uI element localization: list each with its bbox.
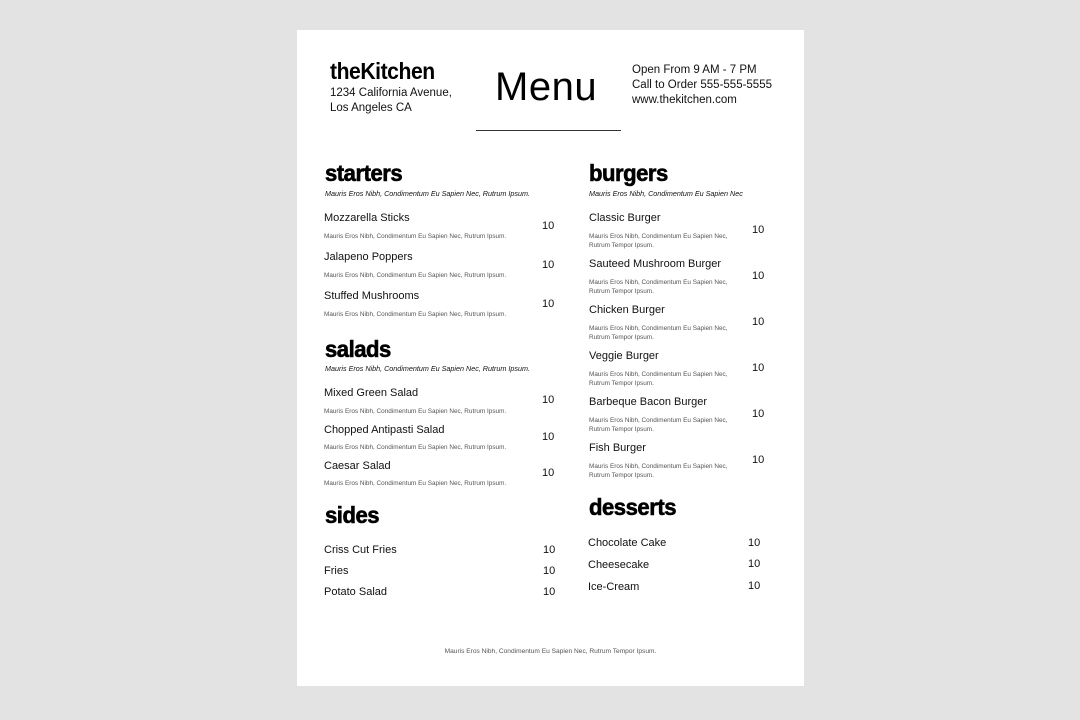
item-desc-line-1: Mauris Eros Nibh, Condimentum Eu Sapien Nec, [589, 463, 728, 470]
item-name-fries: Fries [324, 565, 349, 577]
item-desc-veggie-burger [589, 370, 728, 388]
item-desc-line-2: Rutrum Tempor Ipsum. [589, 426, 654, 433]
item-desc-line-2: Rutrum Tempor Ipsum. [589, 334, 654, 341]
item-name-stuffed-mushrooms: Stuffed Mushrooms [324, 290, 420, 302]
item-price-caesar-salad: 10 [542, 467, 555, 479]
item-price-ice-cream: 10 [748, 580, 761, 592]
section-title-salads: salads [325, 336, 391, 362]
item-price-veggie-burger: 10 [752, 362, 765, 374]
footer-note: Mauris Eros Nibh, Condimentum Eu Sapien Nec, Rutrum Tempor Ipsum. [444, 648, 657, 655]
item-desc-line-2: Rutrum Tempor Ipsum. [589, 288, 654, 295]
item-price-mozzarella-sticks: 10 [542, 220, 555, 232]
item-price-sauteed-mushroom-burger: 10 [752, 270, 765, 282]
address-line-2: Los Angeles CA [330, 102, 412, 114]
menu-page [297, 30, 804, 686]
item-name-sauteed-mushroom-burger: Sauteed Mushroom Burger [589, 258, 722, 270]
item-desc-line-1: Mauris Eros Nibh, Condimentum Eu Sapien Nec, [589, 325, 728, 332]
page-title: Menu [495, 65, 598, 109]
item-name-chicken-burger: Chicken Burger [589, 304, 665, 316]
item-name-classic-burger: Classic Burger [589, 212, 661, 224]
title-divider [476, 130, 621, 131]
item-price-chocolate-cake: 10 [748, 537, 761, 549]
item-name-mixed-green-salad: Mixed Green Salad [324, 387, 419, 399]
section-subtitle-burgers: Mauris Eros Nibh, Condimentum Eu Sapien Nec [589, 189, 743, 198]
item-name-chopped-antipasti-salad: Chopped Antipasti Salad [324, 424, 445, 436]
website-link[interactable]: www.thekitchen.com [632, 94, 737, 106]
item-desc-line-1: Mauris Eros Nibh, Condimentum Eu Sapien Nec, [589, 233, 728, 240]
item-name-fish-burger: Fish Burger [589, 442, 646, 454]
item-desc-line-1: Mauris Eros Nibh, Condimentum Eu Sapien Nec, [589, 371, 728, 378]
address-line-1: 1234 California Avenue, [330, 87, 452, 99]
item-desc-line-2: Rutrum Tempor Ipsum. [589, 472, 654, 479]
opening-hours: Open From 9 AM - 7 PM [632, 64, 757, 76]
item-price-jalapeno-poppers: 10 [542, 259, 555, 271]
item-desc-classic-burger [589, 232, 728, 250]
item-name-barbeque-bacon-burger: Barbeque Bacon Burger [589, 396, 708, 408]
item-price-criss-cut-fries: 10 [543, 544, 556, 556]
item-name-veggie-burger: Veggie Burger [589, 350, 659, 362]
section-title-desserts: desserts [589, 494, 676, 520]
item-name-cheesecake: Cheesecake [588, 559, 650, 571]
item-price-chicken-burger: 10 [752, 316, 765, 328]
item-price-chopped-antipasti-salad: 10 [542, 431, 555, 443]
item-price-mixed-green-salad: 10 [542, 394, 555, 406]
section-subtitle-starters: Mauris Eros Nibh, Condimentum Eu Sapien Nec, Rutrum Ipsum. [325, 189, 530, 198]
section-subtitle-salads: Mauris Eros Nibh, Condimentum Eu Sapien Nec, Rutrum Ipsum. [325, 364, 530, 373]
item-desc-chicken-burger [589, 324, 728, 342]
brand-name: theKitchen [330, 58, 435, 84]
item-desc-chopped-antipasti-salad: Mauris Eros Nibh, Condimentum Eu Sapien Nec, Rutrum Ipsum. [324, 444, 507, 451]
item-desc-sauteed-mushroom-burger [589, 278, 728, 296]
item-desc-caesar-salad: Mauris Eros Nibh, Condimentum Eu Sapien Nec, Rutrum Ipsum. [324, 480, 507, 487]
item-desc-line-2: Rutrum Tempor Ipsum. [589, 380, 654, 387]
item-price-potato-salad: 10 [543, 586, 556, 598]
item-desc-line-2: Rutrum Tempor Ipsum. [589, 242, 654, 249]
item-desc-line-1: Mauris Eros Nibh, Condimentum Eu Sapien Nec, [589, 279, 728, 286]
item-name-criss-cut-fries: Criss Cut Fries [324, 544, 397, 556]
item-desc-jalapeno-poppers: Mauris Eros Nibh, Condimentum Eu Sapien Nec, Rutrum Ipsum. [324, 272, 507, 279]
item-desc-mozzarella-sticks: Mauris Eros Nibh, Condimentum Eu Sapien Nec, Rutrum Ipsum. [324, 233, 507, 240]
section-title-starters: starters [325, 160, 403, 186]
item-desc-fish-burger [589, 462, 728, 480]
item-name-ice-cream: Ice-Cream [588, 581, 640, 593]
item-name-caesar-salad: Caesar Salad [324, 460, 391, 472]
item-price-classic-burger: 10 [752, 224, 765, 236]
item-name-jalapeno-poppers: Jalapeno Poppers [324, 251, 413, 263]
item-desc-barbeque-bacon-burger [589, 416, 728, 434]
section-title-sides: sides [325, 502, 380, 528]
item-price-barbeque-bacon-burger: 10 [752, 408, 765, 420]
section-title-burgers: burgers [589, 160, 668, 186]
item-name-mozzarella-sticks: Mozzarella Sticks [324, 212, 410, 224]
item-name-potato-salad: Potato Salad [324, 586, 387, 598]
phone-number: Call to Order 555-555-5555 [632, 79, 772, 91]
item-desc-mixed-green-salad: Mauris Eros Nibh, Condimentum Eu Sapien Nec, Rutrum Ipsum. [324, 408, 507, 415]
item-desc-stuffed-mushrooms: Mauris Eros Nibh, Condimentum Eu Sapien Nec, Rutrum Ipsum. [324, 311, 507, 318]
item-price-fries: 10 [543, 565, 556, 577]
item-price-cheesecake: 10 [748, 558, 761, 570]
item-price-fish-burger: 10 [752, 454, 765, 466]
contact-info [632, 63, 772, 108]
item-price-stuffed-mushrooms: 10 [542, 298, 555, 310]
item-desc-line-1: Mauris Eros Nibh, Condimentum Eu Sapien Nec, [589, 417, 728, 424]
address [330, 86, 452, 116]
item-name-chocolate-cake: Chocolate Cake [588, 537, 667, 549]
